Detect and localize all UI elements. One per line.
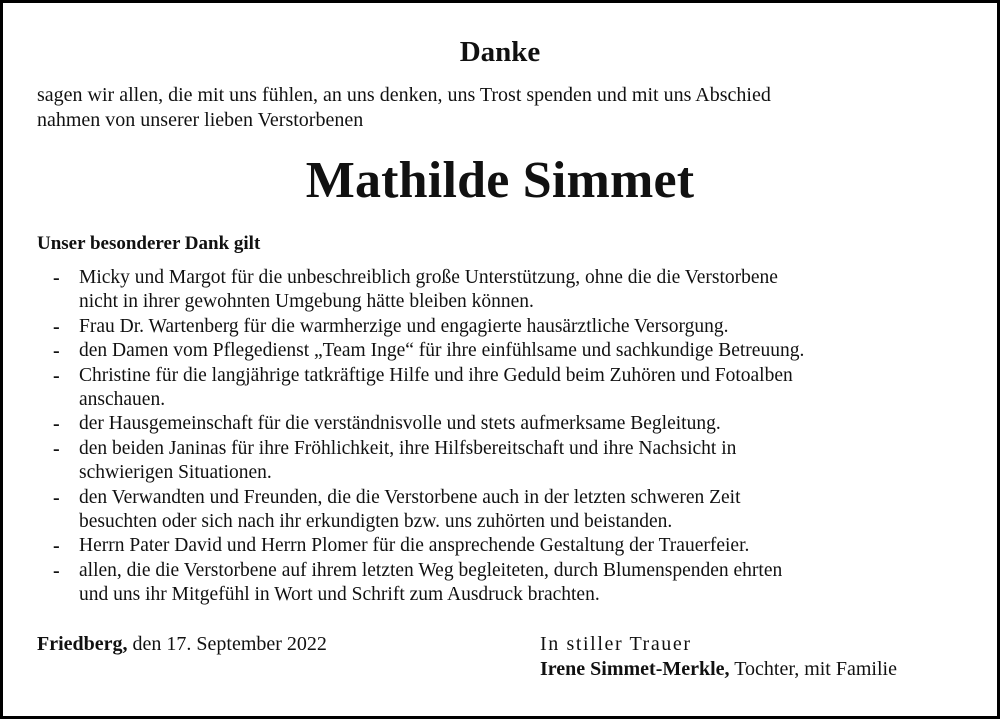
- thanks-item: [53, 364, 983, 413]
- thanks-item: [53, 339, 983, 363]
- thanks-item: [53, 534, 983, 558]
- signatory-relation: Tochter, mit Familie: [729, 658, 897, 680]
- mourning-line: In stiller Trauer: [540, 633, 692, 655]
- thanks-item-line: der Hausgemeinschaft für die verständnisvolle und stets aufmerksame Begleitung.: [79, 413, 721, 435]
- thanks-item-line: nicht in ihrer gewohnten Umgebung hätte bleiben können.: [79, 291, 534, 313]
- thanks-item-line: und uns ihr Mitgefühl in Wort und Schrift zum Ausdruck brachten.: [79, 584, 600, 606]
- date-text: den 17. September 2022: [127, 633, 327, 655]
- thanks-item-line: den Damen vom Pflegedienst „Team Inge“ für ihre einfühlsame und sachkundige Betreuung.: [79, 340, 805, 362]
- thanks-item-line: Frau Dr. Wartenberg für die warmherzige und engagierte hausärztliche Versorgung.: [79, 315, 729, 337]
- thanks-item-line: besuchten oder sich nach ihr erkundigten bzw. uns zuhörten und beistanden.: [79, 511, 673, 533]
- intro-line: sagen wir allen, die mit uns fühlen, an uns denken, uns Trost spenden und mit uns Abschied: [37, 84, 771, 106]
- thanks-item-line: den Verwandten und Freunden, die die Verstorbene auch in der letzten schweren Zeit: [79, 486, 741, 508]
- heading: Danke: [459, 36, 541, 68]
- place: Friedberg,: [37, 633, 128, 655]
- thanks-list: [53, 266, 983, 608]
- dash-bullet-icon: -: [53, 413, 60, 436]
- thanks-item-line: Herrn Pater David und Herrn Plomer für die ansprechende Gestaltung der Trauerfeier.: [79, 535, 750, 557]
- thanks-item-line: schwierigen Situationen.: [79, 462, 272, 484]
- thanks-item-line: Micky und Margot für die unbeschreiblich große Unterstützung, ohne die die Verstorbene: [79, 267, 778, 288]
- thanks-item: [53, 486, 983, 535]
- intro-text: [37, 83, 977, 133]
- place-date: [37, 631, 327, 657]
- thanks-item: [53, 412, 983, 436]
- thanks-item: [53, 559, 983, 608]
- dash-bullet-icon: -: [53, 267, 60, 289]
- dash-bullet-icon: -: [53, 315, 60, 338]
- thanks-item: [53, 315, 983, 339]
- dash-bullet-icon: -: [53, 559, 60, 582]
- signatory-name: Irene Simmet-Merkle,: [540, 658, 730, 680]
- thanks-item-line: anschauen.: [79, 389, 166, 411]
- thanks-item: [53, 437, 983, 486]
- intro-line: nahmen von unserer lieben Verstorbenen: [37, 109, 364, 131]
- deceased-name: Mathilde Simmet: [305, 152, 695, 209]
- thanks-title: Unser besonderer Dank gilt: [37, 233, 261, 254]
- dash-bullet-icon: -: [53, 437, 60, 460]
- thanks-item-line: den beiden Janinas für ihre Fröhlichkeit, ihre Hilfsbereitschaft und ihre Nachsicht in: [79, 437, 737, 459]
- thanks-item-line: allen, die die Verstorbene auf ihrem letzten Weg begleiteten, durch Blumenspenden ehrten: [79, 559, 783, 581]
- dash-bullet-icon: -: [53, 364, 60, 387]
- thanks-item: [53, 266, 983, 315]
- dash-bullet-icon: -: [53, 535, 60, 558]
- signatory: [540, 656, 897, 682]
- thanks-item-line: Christine für die langjährige tatkräftige Hilfe und ihre Geduld beim Zuhören und Fotoalben: [79, 364, 793, 386]
- dash-bullet-icon: -: [53, 486, 60, 509]
- dash-bullet-icon: -: [53, 340, 60, 363]
